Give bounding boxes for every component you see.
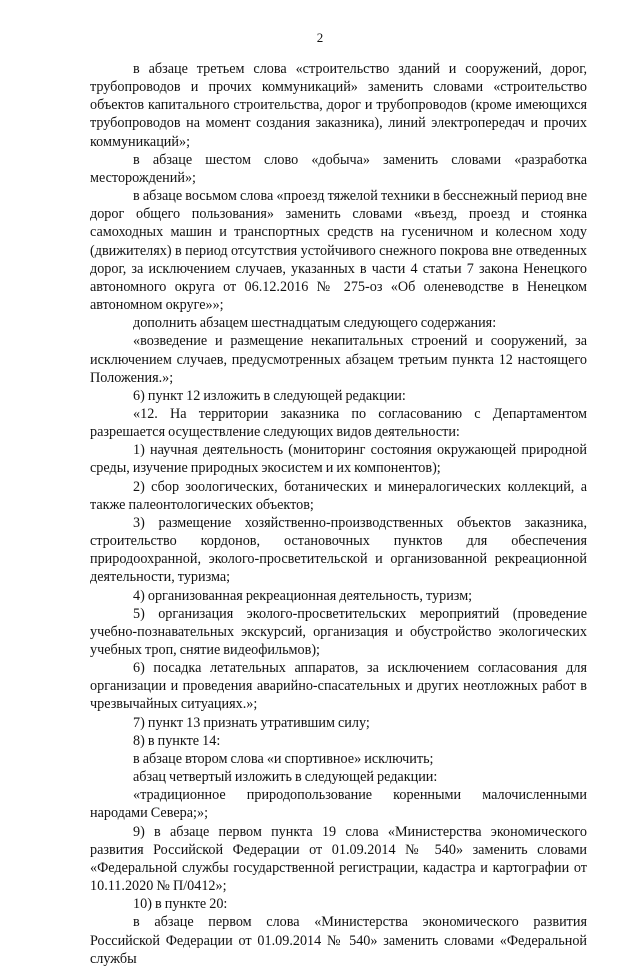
paragraph-6: 6) пункт 12 изложить в следующей редакции: bbox=[133, 387, 406, 404]
paragraph-10: 3) размещение хозяйственно-производственных объектов заказника, строительство кордонов, остановочных пунктов для обеспечения природоохранной, эколого-просветительской и организованной рекреационной деятельности, туризма; bbox=[90, 514, 587, 586]
paragraph-13: 6) посадка летательных аппаратов, за исключением согласования для организации и проведения аварийно-спасательных и других неотложных работ в чрезвычайных ситуациях.»; bbox=[90, 660, 587, 713]
paragraph-15: 8) в пункте 14: bbox=[133, 732, 221, 749]
paragraph-17: абзац четвертый изложить в следующей редакции: bbox=[133, 769, 438, 786]
paragraph-16: в абзаце втором слова «и спортивное» исключить; bbox=[133, 750, 434, 767]
paragraph-7: «12. На территории заказника по согласованию с Департаментом разрешается осуществление следующих видов деятельности: bbox=[90, 405, 587, 441]
paragraph-1: в абзаце третьем слова «строительство зданий и сооружений, дорог, трубопроводов и прочих коммуникаций» заменить словами «строительство объектов капитального строительства, дорог и трубопроводов (кроме имеющихся трубопроводов на момент создания заказника), линий электропередач и прочих коммуникаций»; bbox=[90, 61, 587, 150]
document-body bbox=[90, 60, 587, 968]
paragraph-20: 10) в пункте 20: bbox=[133, 896, 228, 913]
paragraph-21: в абзаце первом слова «Министерства экономического развития Российской Федерации от 01.09.2014 № 540» заменить словами «Федеральной службы bbox=[90, 914, 587, 967]
paragraph-11: 4) организованная рекреационная деятельность, туризм; bbox=[133, 587, 473, 604]
paragraph-19: 9) в абзаце первом пункта 19 слова «Министерства экономического развития Российской Федерации от 01.09.2014 № 540» заменить словами «Федеральной службы государственной регистрации, кадастра и картографии от 10.11.2020 № П/0412»; bbox=[90, 823, 587, 895]
paragraph-8: 1) научная деятельность (мониторинг состояния окружающей природной среды, изучение природных экосистем и их компонентов); bbox=[90, 442, 587, 477]
paragraph-4: дополнить абзацем шестнадцатым следующего содержания: bbox=[133, 315, 497, 332]
paragraph-12: 5) организация эколого-просветительских мероприятий (проведение учебно-познавательных экскурсий, организация и обустройство экологических учебных троп, снятие видеофильмов); bbox=[90, 605, 587, 658]
paragraph-5: «возведение и размещение некапитальных строений и сооружений, за исключением случаев, предусмотренных абзацем третьим пункта 12 настоящего Положения.»; bbox=[90, 333, 587, 386]
paragraph-14: 7) пункт 13 признать утратившим силу; bbox=[133, 714, 370, 731]
paragraph-18: «традиционное природопользование коренными малочисленными народами Севера;»; bbox=[90, 787, 587, 822]
paragraph-3: в абзаце восьмом слова «проезд тяжелой техники в бесснежный период вне дорог общего пользования» заменить словами «въезд, проезд и стоянка самоходных машин и транспортных средств на гусеничном и колесном ходу (движителях) в период отсутствия устойчивого снежного покрова вне отведенных дорог, за исключением случаев, указанных в части 4 статьи 7 закона Ненецкого автономного округа от 06.12.2016 № 275-оз «Об оленеводстве в Ненецком автономном округе»»; bbox=[90, 188, 587, 314]
paragraph-2: в абзаце шестом слово «добыча» заменить словами «разработка месторождений»; bbox=[90, 151, 587, 186]
page-number: 2 bbox=[316, 30, 324, 45]
paragraph-9: 2) сбор зоологических, ботанических и минералогических коллекций, а также палеонтологических объектов; bbox=[90, 478, 587, 513]
